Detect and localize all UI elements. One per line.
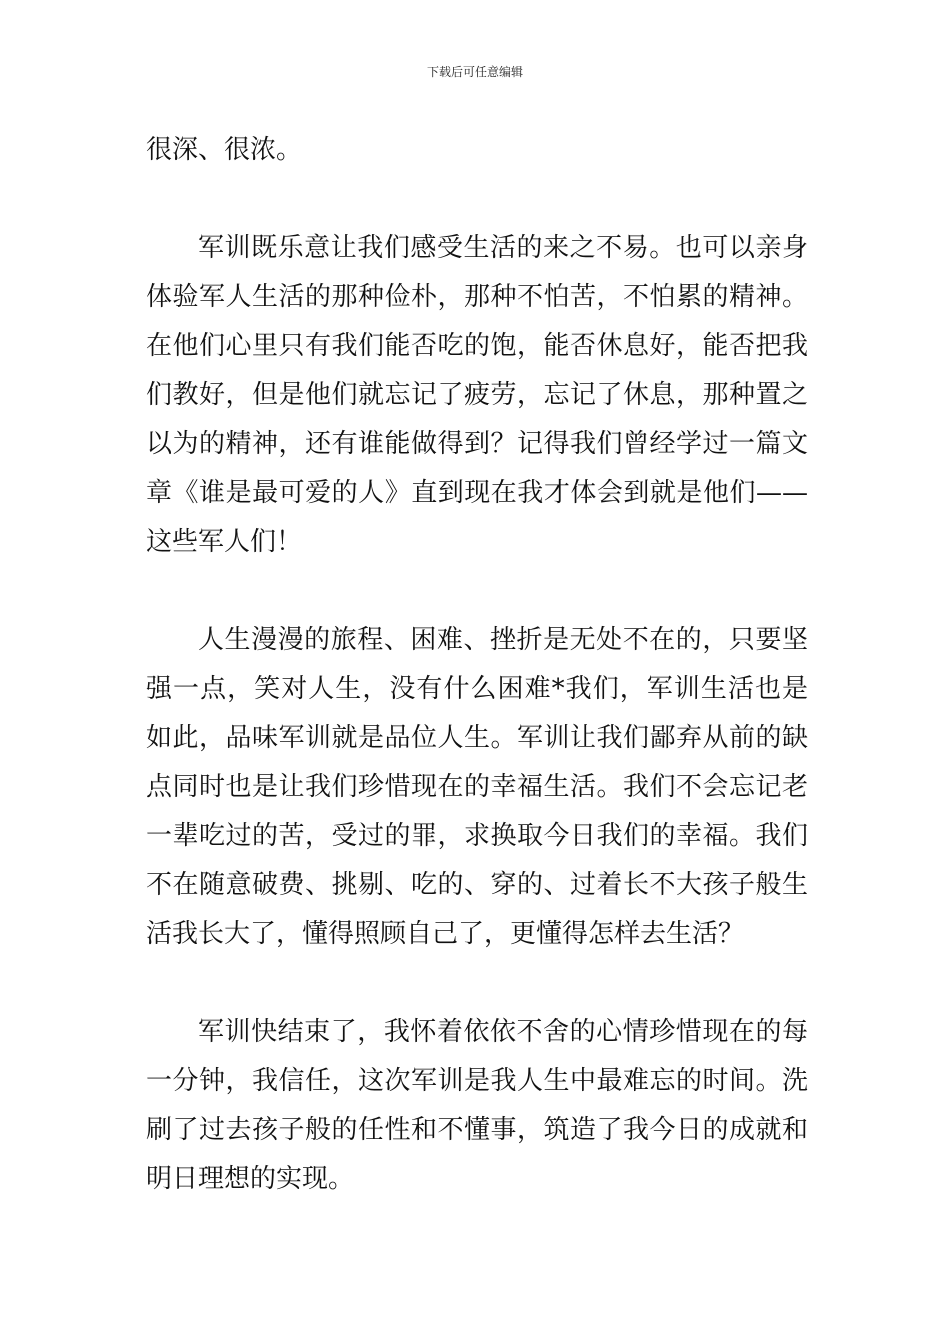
paragraph-continuation: 很深、很浓。	[146, 135, 303, 165]
paragraph-spacer	[146, 175, 808, 224]
paragraph-life-journey: 人生漫漫的旅程、困难、挫折是无处不在的，只要坚强一点，笑对人生，没有什么困难*我们，军训生活也是如此，品味军训就是品位人生。军训让我们鄙弃从前的缺点同时也是让我们珍惜现在的幸福生活。我们不会忘记老一辈吃过的苦，受过的罪，求换取今日我们的幸福。我们不在随意破费、挑剔、吃的、穿的、过着长不大孩子般生活我长大了，懂得照顾自己了，更懂得怎样去生活？	[146, 625, 808, 949]
paragraph-spacer	[146, 567, 808, 616]
paragraph-military-training-spirit: 军训既乐意让我们感受生活的来之不易。也可以亲身体验军人生活的那种俭朴，那种不怕苦，不怕累的精神。在他们心里只有我们能否吃的饱，能否休息好，能否把我们教好，但是他们就忘记了疲劳，忘记了休息，那种置之以为的精神，还有谁能做得到？记得我们曾经学过一篇文章《谁是最可爱的人》直到现在我才体会到就是他们——这些军人们！	[146, 233, 808, 557]
page-header: 下载后可任意编辑	[426, 65, 523, 79]
document-body	[146, 126, 808, 1204]
paragraph-spacer	[146, 959, 808, 1008]
paragraph-training-ending: 军训快结束了，我怀着依依不舍的心情珍惜现在的每一分钟，我信任，这次军训是我人生中最难忘的时间。洗刷了过去孩子般的任性和不懂事，筑造了我今日的成就和明日理想的实现。	[146, 1017, 808, 1194]
